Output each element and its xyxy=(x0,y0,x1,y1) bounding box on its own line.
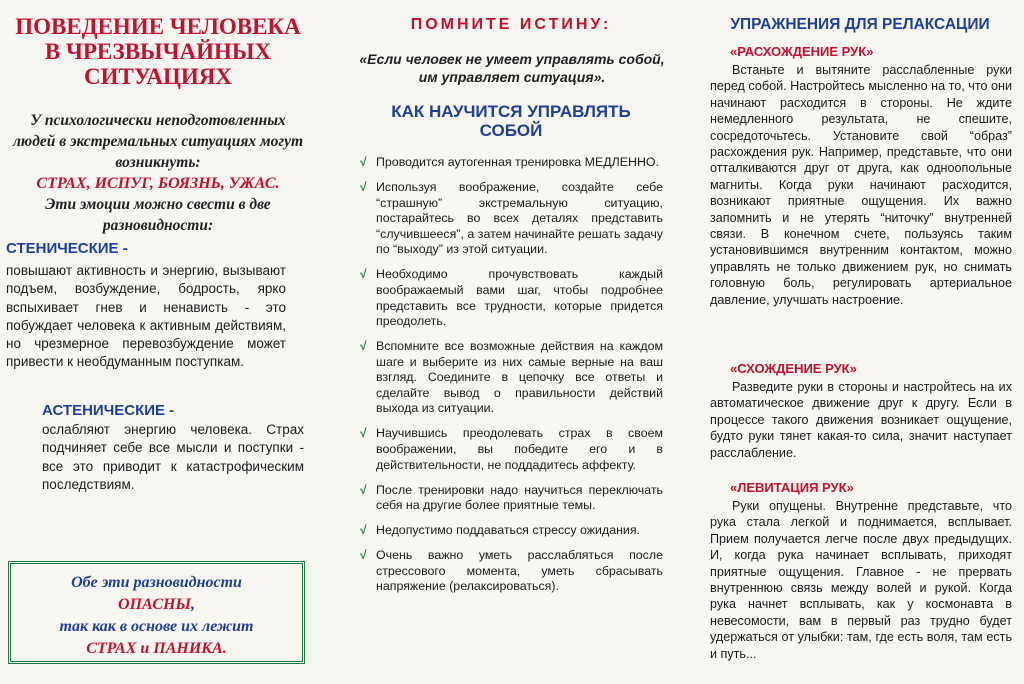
sthenic-text: повышают активность и энергию, вызывают подъем, возбуждение, бодрость, ярко вспыхивает гнев и ненависть - это побуждает человека к активным действиям, но чрезмерное перевозбуждение может привести к необдуманным поступкам. xyxy=(6,263,286,370)
danger-box-line-1: Обе эти разновидности xyxy=(71,574,242,591)
checkmark-icon: √ xyxy=(360,179,367,194)
list-item xyxy=(358,548,663,595)
list-item xyxy=(358,339,663,417)
list-item xyxy=(358,483,663,514)
exercise-3-text: Руки опущены. Внутренне представьте, что рука стала легкой и поднимается, всплывает. Прием получается легче после двух предыдущих. И, когда рука начинает всплывать, приходят приятные ощущения. Главное - не прервать внутреннюю связь между волей и рукой. Когда рука начнет всплывать, как у космонавта в невесомости, вам в первый раз трудно будет удержаться от улыбки: там, где есть воля, там есть и путь... xyxy=(710,499,1012,661)
sthenic-heading: СТЕНИЧЕСКИЕ - xyxy=(6,240,128,257)
danger-box-line-4: СТРАХ и ПАНИКА. xyxy=(86,640,227,657)
exercise-2-title: «СХОЖДЕНИЕ РУК» xyxy=(730,361,857,376)
checkmark-icon: √ xyxy=(360,523,367,538)
list-item-text: Используя воображение, создайте себе “страшную” экстремальную ситуацию, постарайтесь во всех деталях представить “случившееся”, а затем начинайте решать задачу по “выходу” из этой ситуации. xyxy=(376,179,663,257)
list-item-text: Очень важно уметь расслабляться после стрессового момента, уметь сбрасывать напряжение (релаксироваться). xyxy=(376,548,663,594)
intro-text-1: У психологически неподготовленных людей в экстремальных ситуациях могут возникнуть: xyxy=(12,112,304,171)
column-truth xyxy=(352,0,670,684)
list-item-text: После тренировки надо научиться переключать себя на другие более приятные темы. xyxy=(376,482,663,513)
asthenic-text: ослабляют энергию человека. Страх подчиняет себе все мысли и поступки - все это приводит к катастрофическим последствиям. xyxy=(42,422,304,492)
checkmark-icon: √ xyxy=(360,155,367,169)
intro-emotions-list: СТРАХ, ИСПУГ, БОЯЗНЬ, УЖАС. xyxy=(36,175,280,192)
danger-word: ОПАСНЫ xyxy=(118,596,191,613)
checkmark-icon: √ xyxy=(360,482,367,497)
checkmark-icon: √ xyxy=(360,339,367,354)
checkmark-icon: √ xyxy=(360,267,367,282)
intro-text-2: Эти эмоции можно свести в две разновидности: xyxy=(45,196,271,234)
truth-title: ПОМНИТЕ ИСТИНУ: xyxy=(410,16,612,33)
checkmark-icon: √ xyxy=(360,426,367,441)
list-item xyxy=(358,267,663,329)
relaxation-title: УПРАЖНЕНИЯ ДЛЯ РЕЛАКСАЦИИ xyxy=(730,16,990,33)
danger-box xyxy=(8,561,305,664)
exercise-1-title: «РАСХОЖДЕНИЕ РУК» xyxy=(730,44,874,59)
list-item-text: Научившись преодолевать страх в своем воображении, вы победите его и в действительности, не поддадитесь аффекту. xyxy=(376,426,663,472)
emotions-intro xyxy=(10,110,306,236)
list-item-text: Недопустимо поддаваться стрессу ожидания. xyxy=(376,523,640,538)
danger-comma: , xyxy=(190,596,195,613)
list-item xyxy=(358,523,663,539)
asthenic-heading: АСТЕНИЧЕСКИЕ - xyxy=(42,402,175,419)
exercise-1-text: Встаньте и вытяните расслабленные руки перед собой. Настройтесь мысленно на то, что они начинают расходится в стороны. Не ждите немедленного результата, не спешите, сосредоточьтесь. Установите свой “образ” расхождения рук. Например, представьте, что они отталкиваются друг от друга, как одноопольные магниты. Когда руки начинают расходится, возникают приятные ощущения. Их важно запомнить и не утерять “ниточку” внутренней связи. В конечном счете, пользуясь таким установившимся внутренним контактом, можно управлять не только движением рук, но снимать головную боль, регулировать артериальное давление, улучшать настроение. xyxy=(710,63,1012,307)
exercise-3-title: «ЛЕВИТАЦИЯ РУК» xyxy=(730,480,854,495)
truth-quote: «Если человек не умеет управлять собой, им управляет ситуация». xyxy=(359,51,665,85)
danger-box-line-3: так как в основе их лежит xyxy=(59,618,254,635)
list-item xyxy=(358,426,663,473)
column-behavior xyxy=(0,0,318,684)
column-relaxation xyxy=(700,0,1020,684)
list-item-text: Проводится аутогенная тренировка МЕДЛЕННО. xyxy=(376,155,659,169)
list-item-text: Необходимо прочувствовать каждый воображаемый вами шаг, чтобы подробнее представить все трудности, которые придется преодолеть. xyxy=(376,267,663,329)
list-item xyxy=(358,155,663,171)
behavior-title: ПОВЕДЕНИЕ ЧЕЛОВЕКА В ЧРЕЗВЫЧАЙНЫХ СИТУАЦИЯХ xyxy=(15,14,301,89)
list-item-text: Вспомните все возможные действия на каждом шаге и выберите из них самые верные на ваш взгляд. Соедините в цепочку все ответы и сделайте вывод о правильности действий выхода из ситуации. xyxy=(376,339,663,416)
danger-box-line-2 xyxy=(17,594,296,616)
self-control-list xyxy=(358,155,663,604)
self-control-subtitle: КАК НАУЧИТСЯ УПРАВЛЯТЬ СОБОЙ xyxy=(391,102,631,140)
list-item xyxy=(358,180,663,258)
checkmark-icon: √ xyxy=(360,548,367,563)
exercise-2-text: Разведите руки в стороны и настройтесь на их автоматическое движение друг к другу. Если в процессе такого движения возникает ощущение, будто руки тянет какая-то сила, значит наступает расслабление. xyxy=(710,380,1012,460)
